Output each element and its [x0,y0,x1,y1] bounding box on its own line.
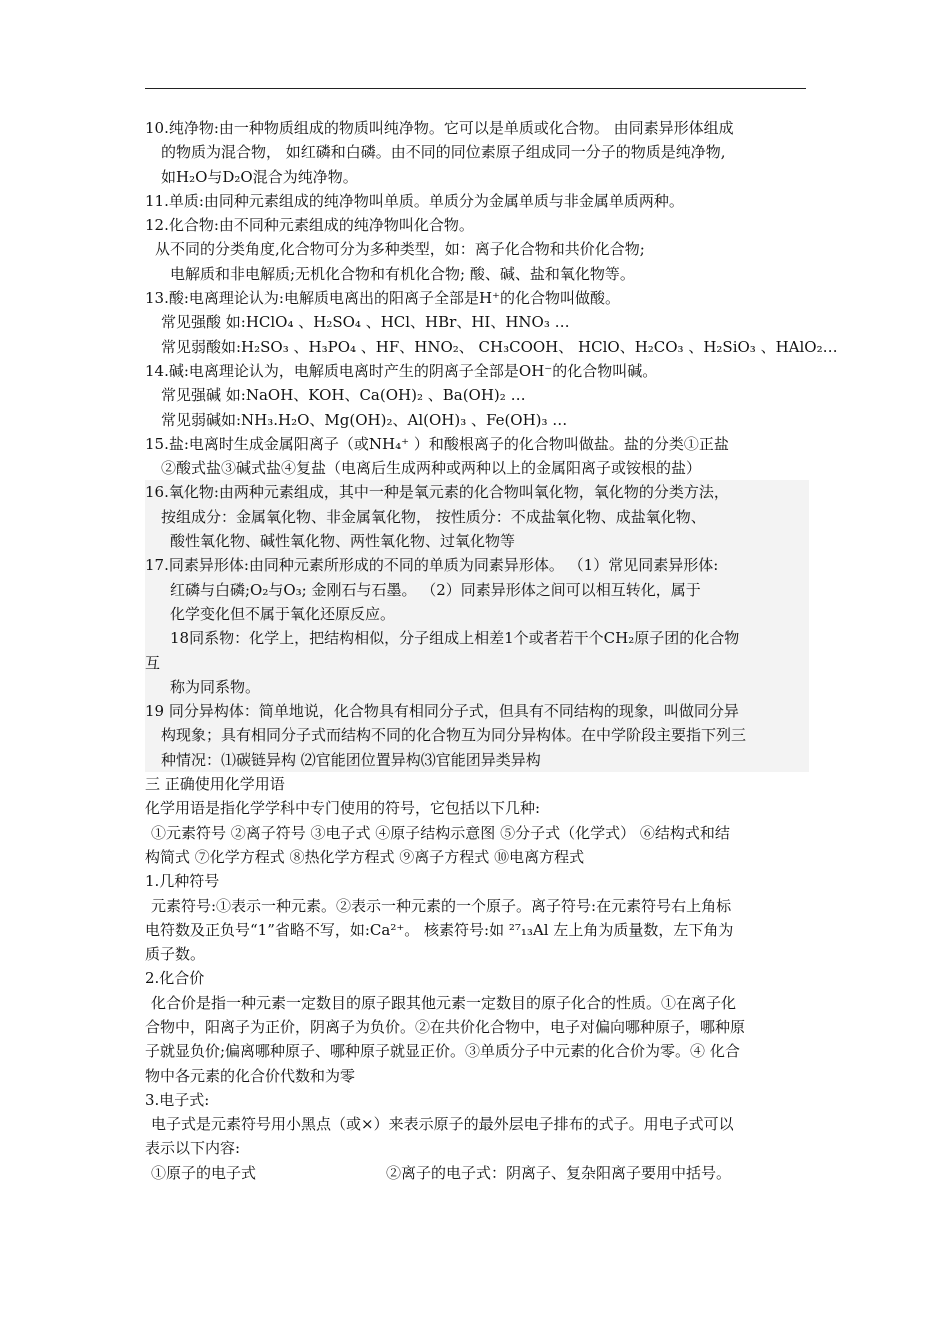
header-rule [145,88,806,89]
text-line: 按组成分：金属氧化物、非金属氧化物， 按性质分：不成盐氧化物、成盐氧化物、 [145,505,809,529]
text-line: 常见强酸 如:HClO₄ 、H₂SO₄ 、HCl、HBr、HI、HNO₃ … [161,313,570,332]
text-line: 酸性氧化物、碱性氧化物、两性氧化物、过氧化物等 [145,529,809,553]
text-line: 的物质为混合物， 如红磷和白磷。由不同的同位素原子组成同一分子的物质是纯净物, [161,143,726,162]
text-line: 子就显负价;偏离哪种原子、哪种原子就显正价。③单质分子中元素的化合价为零。④ 化合 [145,1042,740,1061]
text-line [145,1161,809,1185]
text-line: 19 同分异构体：简单地说，化合物具有相同分子式，但具有不同结构的现象，叫做同分异 [145,699,809,723]
text-line: ②酸式盐③碱式盐④复盐（电离后生成两种或两种以上的金属阳离子或铵根的盐） [161,459,702,478]
text-line: 构现象；具有相同分子式而结构不同的化合物互为同分异构体。在中学阶段主要指下列三 [145,723,809,747]
text-line: 17.同素异形体:由同种元素所形成的不同的单质为同素异形体。 （1）常见同素异形体: [145,553,809,577]
text-line: 16.氧化物:由两种元素组成，其中一种是氧元素的化合物叫氧化物，氧化物的分类方法， [145,480,809,504]
subsection-heading: 2.化合价 [145,969,205,988]
section-heading: 三 正确使用化学用语 [145,775,285,794]
list-item: ②离子的电子式：阴离子、复杂阳离子要用中括号。 [386,1163,732,1182]
text-line: 电子式是元素符号用小黑点（或×）来表示原子的最外层电子排布的式子。用电子式可以 [151,1115,734,1134]
text-line: 从不同的分类角度,化合物可分为多种类型，如：离子化合物和共价化合物; [155,240,645,259]
text-line: 化学变化但不属于氧化还原反应。 [145,602,809,626]
text-line: 14.碱:电离理论认为，电解质电离时产生的阴离子全部是OH⁻的化合物叫碱。 [145,361,658,380]
text-line: 表示以下内容: [145,1139,241,1158]
text-line: 10.纯净物:由一种物质组成的物质叫纯净物。它可以是单质或化合物。 由同素异形体组成 [145,119,734,137]
text-line: 红磷与白磷;O₂与O₃; 金刚石与石墨。 （2）同素异形体之间可以相互转化，属于 [145,578,809,602]
text-line: 如H₂O与D₂O混合为纯净物。 [161,167,358,186]
text-line: 元素符号:①表示一种元素。②表示一种元素的一个原子。离子符号:在元素符号右上角标 [151,896,732,915]
text-line: 13.酸:电离理论认为:电解质电离出的阳离子全部是H⁺的化合物叫做酸。 [145,289,620,308]
text-line: 化学用语是指化学学科中专门使用的符号，它包括以下几种: [145,799,541,818]
list-item: ①原子的电子式 [151,1163,257,1182]
text-line: 构简式 ⑦化学方程式 ⑧热化学方程式 ⑨离子方程式 ⑩电离方程式 [145,847,585,866]
text-line: 常见弱碱如:NH₃.H₂O、Mg(OH)₂、Al(OH)₃ 、Fe(OH)₃ … [161,410,568,429]
text-line: 18同系物：化学上，把结构相似，分子组成上相差1个或者若干个CH₂原子团的化合物 [145,626,809,650]
text-line: 化合价是指一种元素一定数目的原子跟其他元素一定数目的原子化合的性质。①在离子化 [151,993,737,1012]
text-line: 互 [145,651,809,675]
text-line: 合物中，阳离子为正价，阴离子为负价。②在共价化合物中，电子对偏向哪种原子，哪种原 [145,1017,746,1036]
text-line: ①元素符号 ②离子符号 ③电子式 ④原子结构示意图 ⑤分子式（化学式） ⑥结构式和结 [151,823,730,842]
subsection-heading: 3.电子式: [145,1090,210,1109]
document-body [145,116,838,1185]
text-line: 称为同系物。 [145,675,809,699]
text-line: 电符数及正负号“1”省略不写，如:Ca²⁺。 核素符号:如 ²⁷₁₃Al 左上角为质量数，左下角为 [145,920,734,939]
text-line: 物中各元素的化合价代数和为零 [145,1066,356,1085]
text-line: 电解质和非电解质;无机化合物和有机化合物; 酸、碱、盐和氧化物等。 [170,264,635,283]
text-line: 15.盐:电离时生成金属阳离子（或NH₄⁺ ）和酸根离子的化合物叫做盐。盐的分类①正盐 [145,434,729,453]
text-line: 11.单质:由同种元素组成的纯净物叫单质。单质分为金属单质与非金属单质两种。 [145,191,684,210]
subsection-heading: 1.几种符号 [145,872,220,891]
text-line: 常见强碱 如:NaOH、KOH、Ca(OH)₂ 、Ba(OH)₂ … [161,386,526,405]
text-line: 质子数。 [145,945,206,964]
text-line: 12.化合物:由不同种元素组成的纯净物叫化合物。 [145,216,474,235]
text-line: 常见弱酸如:H₂SO₃ 、H₃PO₄ 、HF、HNO₂、 CH₃COOH、 HClO、H₂CO₃ 、H₂SiO₃ 、HAlO₂… [161,337,838,356]
text-line: 种情况：⑴碳链异构 ⑵官能团位置异构⑶官能团异类异构 [145,748,809,772]
